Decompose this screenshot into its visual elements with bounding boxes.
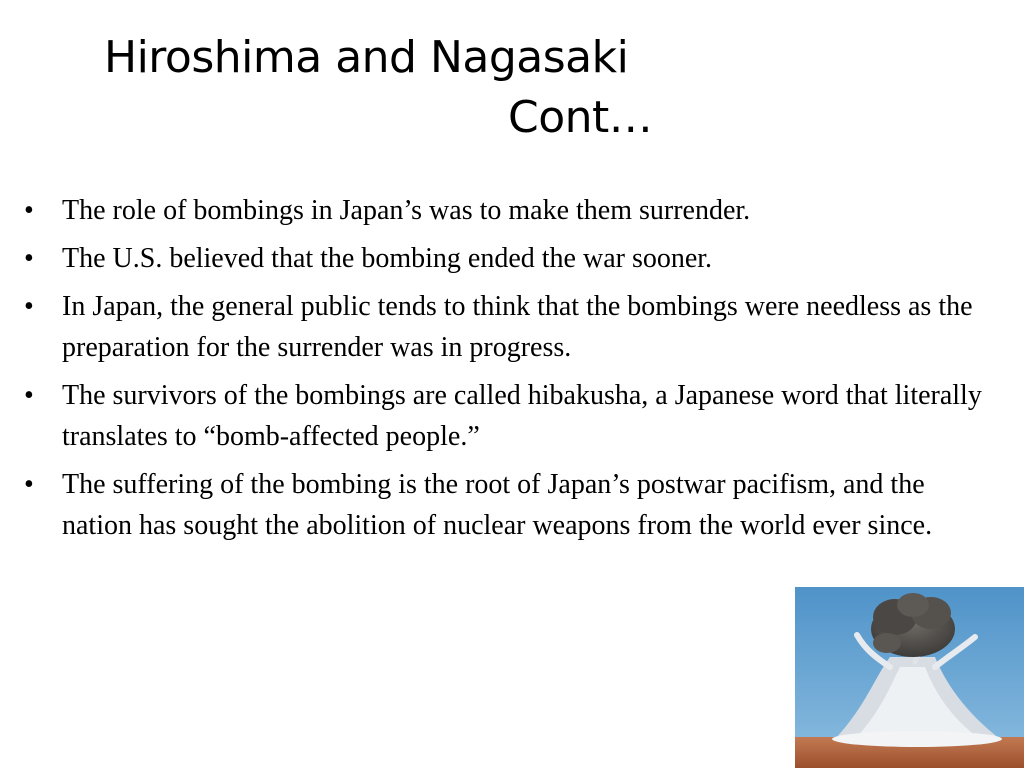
- explosion-photo: [795, 587, 1024, 768]
- bullet-text: The role of bombings in Japan’s was to make them surrender.: [62, 195, 751, 226]
- title-line-2: Cont…: [508, 92, 653, 143]
- bullet-dot: •: [24, 291, 34, 322]
- bullet-item: [24, 190, 984, 231]
- slide-title: [104, 28, 744, 148]
- base-surge: [832, 731, 1002, 747]
- bullet-dot: •: [24, 195, 34, 226]
- bullet-dot: •: [24, 243, 34, 274]
- bullet-dot: •: [24, 469, 34, 500]
- bullet-text: The U.S. believed that the bombing ended the war sooner.: [62, 243, 713, 274]
- bullet-text: The survivors of the bombings are called hibakusha, a Japanese word that literally translates to “bomb-affected people.”: [62, 380, 982, 452]
- bullet-item: [24, 286, 984, 368]
- bullet-text: The suffering of the bombing is the root of Japan’s postwar pacifism, and the nation has sought the abolition of nuclear weapons from the world ever since.: [62, 469, 933, 541]
- bullet-item: [24, 464, 984, 546]
- explosion-illustration: [795, 587, 1024, 768]
- smoke-puff: [897, 593, 929, 617]
- bullet-item: [24, 375, 984, 457]
- bullet-list: [24, 190, 984, 553]
- bullet-text: In Japan, the general public tends to think that the bombings were needless as the preparation for the surrender was in progress.: [62, 291, 973, 363]
- smoke-puff: [873, 633, 901, 653]
- bullet-dot: •: [24, 380, 34, 411]
- bullet-item: [24, 238, 984, 279]
- title-line-1: Hiroshima and Nagasaki: [104, 32, 629, 83]
